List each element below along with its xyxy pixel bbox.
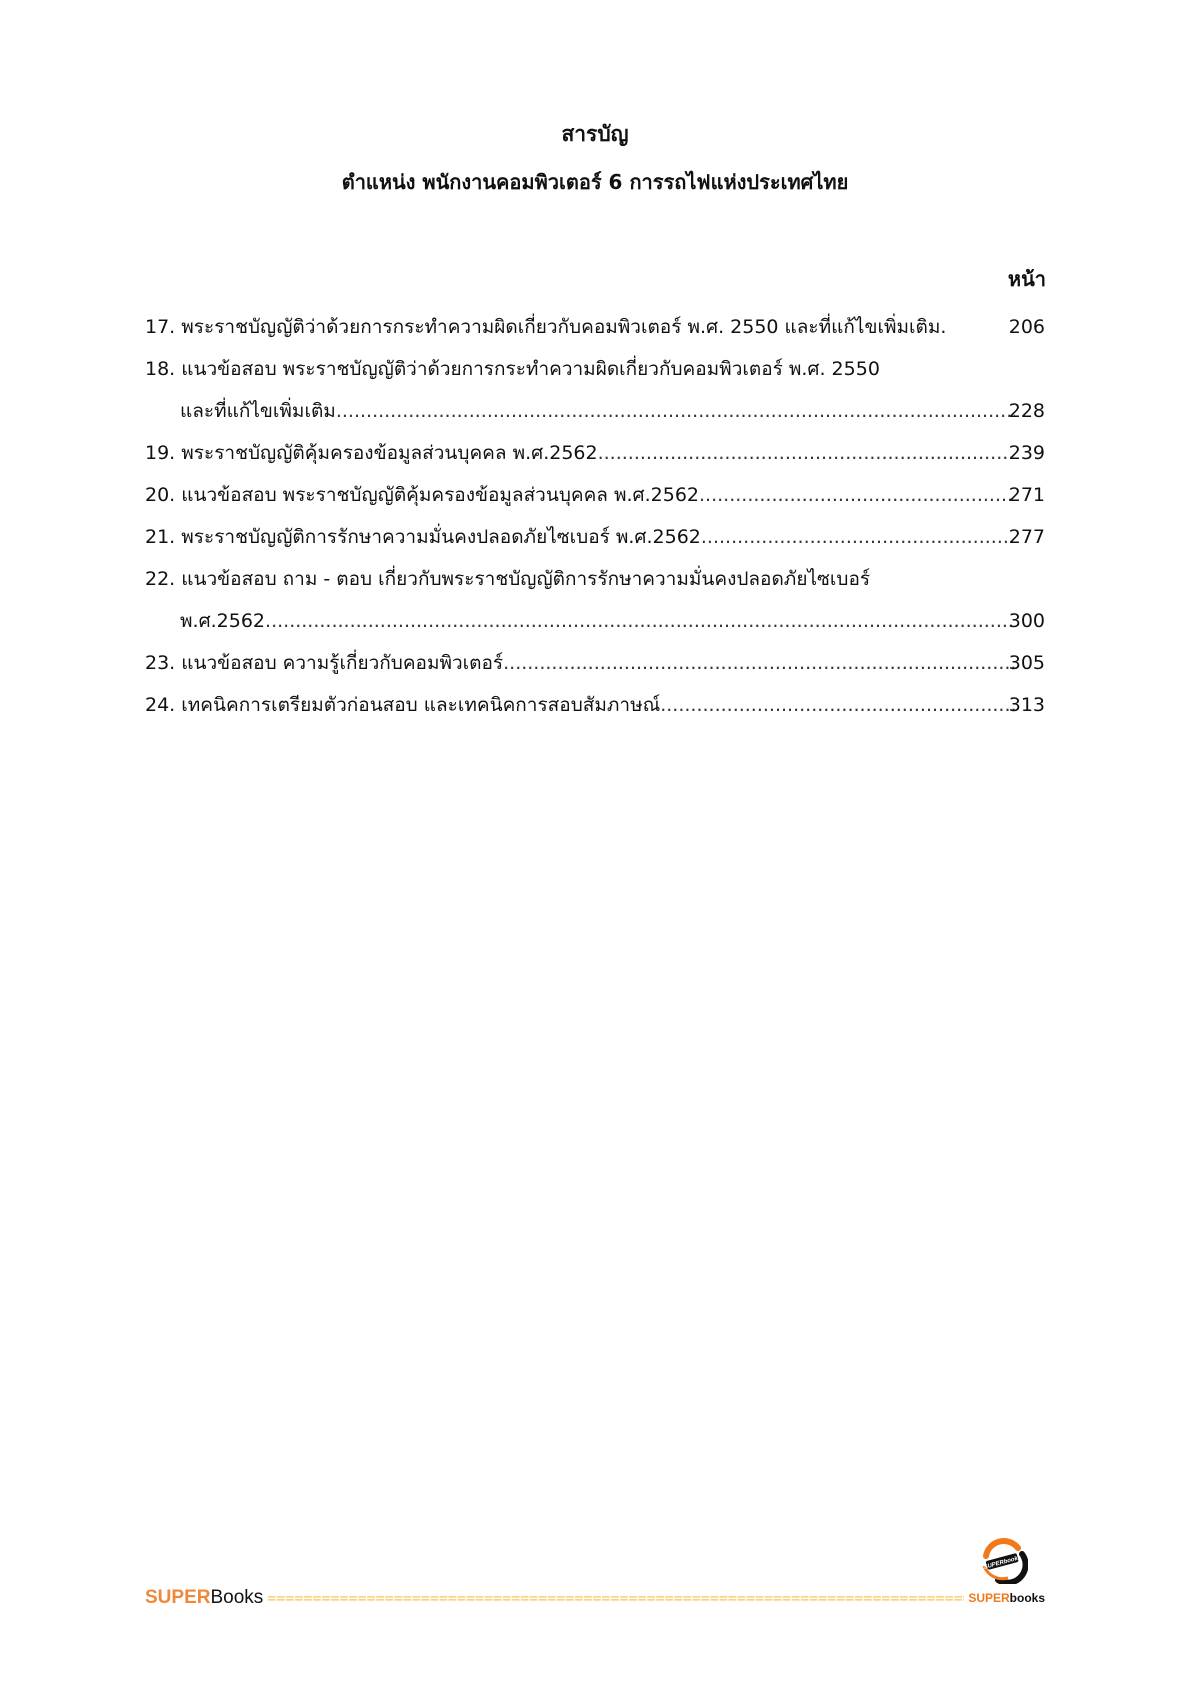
toc-entry-page: 239 [1008,442,1045,464]
toc-entry-title: เทคนิคการเตรียมตัวก่อนสอบ และเทคนิคการสอบสัมภาษณ์ [181,694,661,716]
toc-entry-19[interactable] [145,438,1045,480]
page-footer [145,1585,1045,1611]
toc-entry-page: 313 [1008,694,1045,716]
dot-leader [265,606,1015,636]
superbooks-logo-icon [978,1538,1028,1584]
dot-leader [503,648,1015,678]
dot-leader [336,396,1015,426]
footer-divider [267,1589,964,1607]
toc-entry-number: 21. [145,526,176,548]
toc-entry-number: 19. [145,442,176,464]
toc-entry-number: 18. [145,358,176,380]
brand-books-text: books [1009,1591,1045,1605]
toc-entry-22-continued[interactable] [145,606,1045,648]
toc-entry-title-continued: พ.ศ.2562 [180,610,266,632]
toc-entry-20[interactable] [145,480,1045,522]
toc-entry-number: 22. [145,568,176,590]
svg-text:SUPERbooks: SUPERbooks [983,1555,1022,1571]
dot-leader [660,690,1015,720]
dot-leader [699,480,1015,510]
toc-entry-page: 206 [1008,316,1045,338]
dot-leader [701,522,1015,552]
table-of-contents [145,312,1045,732]
toc-entry-title: แนวข้อสอบ ถาม - ตอบ เกี่ยวกับพระราชบัญญัติการรักษาความมั่นคงปลอดภัยไซเบอร์ [181,568,871,590]
brand-books-text: Books [210,1587,264,1608]
dot-leader [598,438,1015,468]
toc-entry-17[interactable] [145,312,1045,354]
page-subtitle: ตำแหน่ง พนักงานคอมพิวเตอร์ 6 การรถไฟแห่งประเทศไทย [341,170,849,194]
toc-entry-number: 23. [145,652,176,674]
footer-brand-left [145,1587,263,1609]
toc-entry-24[interactable] [145,690,1045,732]
toc-entry-18[interactable] [145,354,1045,396]
toc-entry-page: 228 [1008,400,1045,422]
brand-super-text: SUPER [968,1591,1010,1605]
page-title: สารบัญ [561,122,629,146]
toc-entry-title-continued: และที่แก้ไขเพิ่มเติม [180,400,336,422]
toc-entry-22[interactable] [145,564,1045,606]
toc-entry-page: 305 [1008,652,1045,674]
toc-entry-number: 20. [145,484,176,506]
toc-entry-number: 24. [145,694,176,716]
footer-brand-right [968,1591,1045,1605]
toc-entry-page: 300 [1008,610,1045,632]
toc-entry-21[interactable] [145,522,1045,564]
toc-entry-23[interactable] [145,648,1045,690]
page-column-header: หน้า [1007,267,1046,291]
toc-entry-title: แนวข้อสอบ พระราชบัญญัติคุ้มครองข้อมูลส่วนบุคคล พ.ศ.2562 [181,484,699,506]
toc-entry-page: 271 [1008,484,1045,506]
toc-entry-page: 277 [1008,526,1045,548]
toc-entry-18-continued[interactable] [145,396,1045,438]
toc-entry-title: แนวข้อสอบ ความรู้เกี่ยวกับคอมพิวเตอร์ [181,652,504,674]
toc-entry-title: แนวข้อสอบ พระราชบัญญัติว่าด้วยการกระทำความผิดเกี่ยวกับคอมพิวเตอร์ พ.ศ. 2550 [181,358,880,380]
toc-entry-title: พระราชบัญญัติคุ้มครองข้อมูลส่วนบุคคล พ.ศ.2562 [181,442,598,464]
toc-entry-number: 17. [145,316,176,338]
toc-entry-title: พระราชบัญญัติว่าด้วยการกระทำความผิดเกี่ยวกับคอมพิวเตอร์ พ.ศ. 2550 และที่แก้ไขเพิ่มเติม. [181,316,947,338]
brand-super-text: SUPER [145,1587,211,1608]
toc-entry-title: พระราชบัญญัติการรักษาความมั่นคงปลอดภัยไซเบอร์ พ.ศ.2562 [181,526,701,548]
